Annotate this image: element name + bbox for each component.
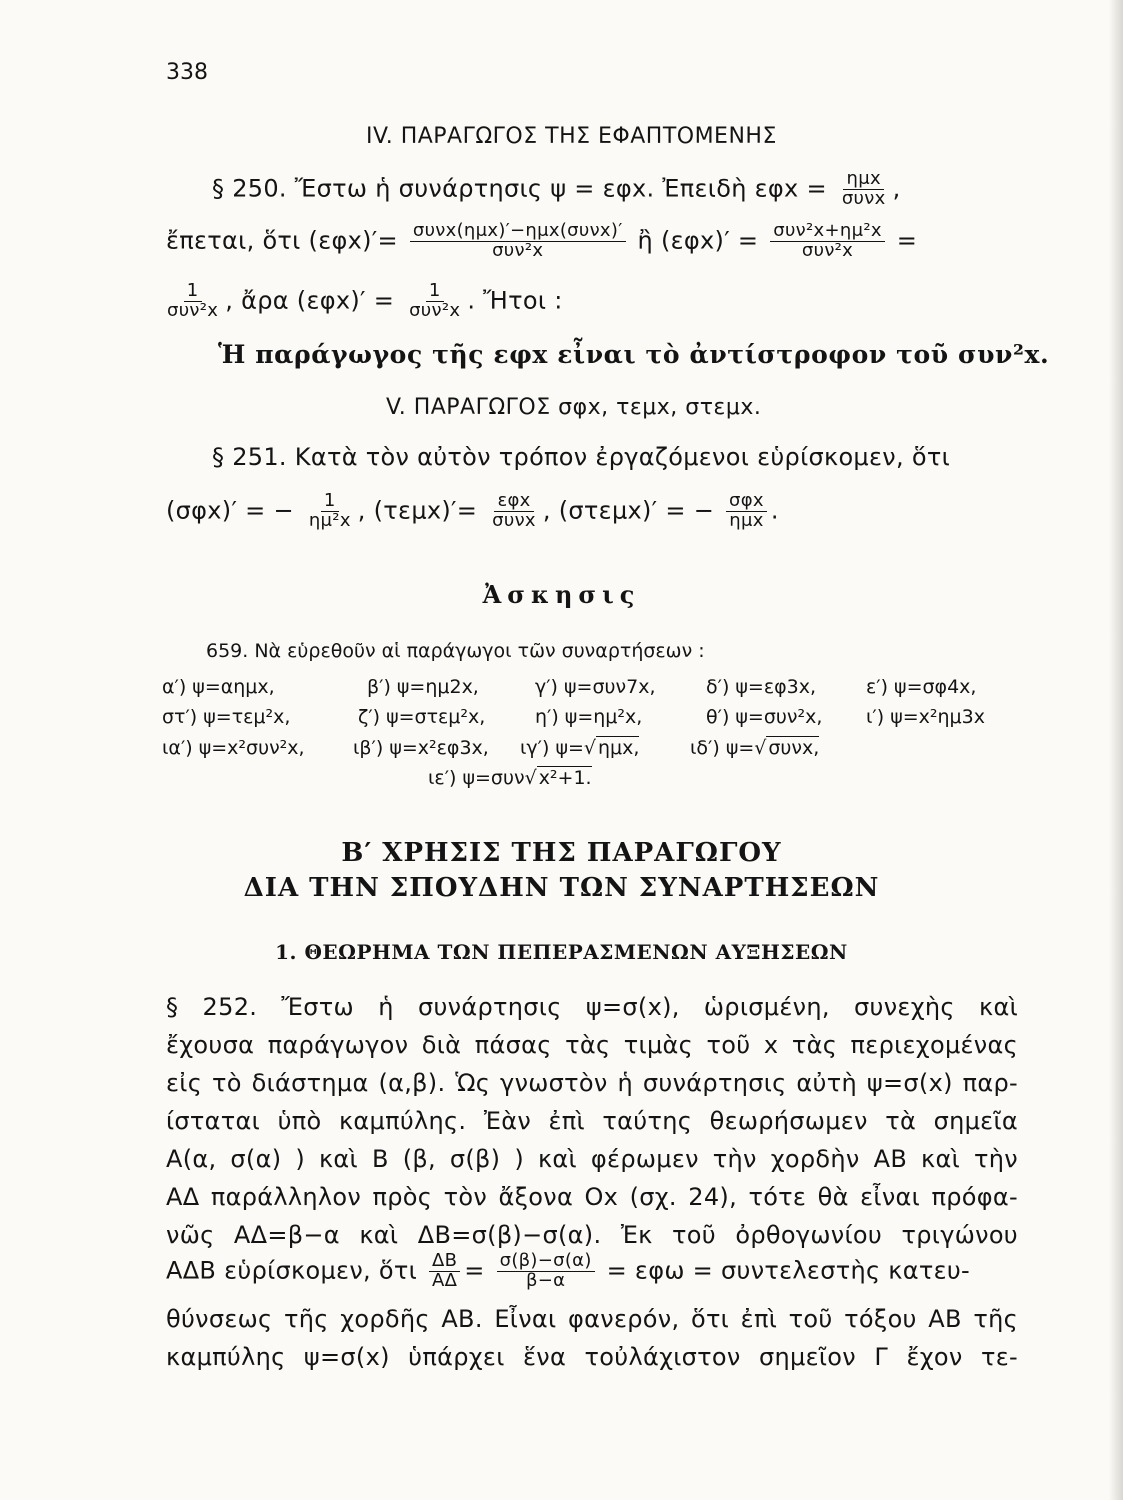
section-iv-title: IV. ΠΑΡΑΓΩΓΟΣ ΤΗΣ ΕΦΑΠΤΟΜΕΝΗΣ xyxy=(366,124,777,149)
sqrt-icon: √ xyxy=(524,767,537,789)
exercise-row4 xyxy=(428,767,592,789)
exercise-row3-d xyxy=(690,737,819,759)
p252-eq-pre: ΑΔΒ εὑρίσκομεν, ὅτι xyxy=(166,1256,418,1285)
fraction-one-over-cos2 xyxy=(164,282,221,321)
p252-eq-post: = εφω = συντελεστὴς κατευ- xyxy=(606,1256,971,1285)
frac-den: β−α xyxy=(525,1269,566,1291)
frac-num: σ(β)−σ(α) xyxy=(497,1252,595,1272)
frac-den: συν²x xyxy=(409,299,461,321)
fraction-csc xyxy=(726,492,767,531)
exercise-row2-e: ι′) ψ=x²ημ3x xyxy=(866,706,985,728)
p252-line2: ἔχουσα παράγωγον διὰ πάσας τὰς τιμὰς τοῦ x τὰς περιεχομένας xyxy=(166,1031,1018,1059)
exercise-659-title: 659. Νὰ εὑρεθοῦν αἱ παράγωγοι τῶν συναρτήσεων : xyxy=(206,640,705,662)
p250-line3-end: . Ἤτοι : xyxy=(467,286,563,315)
scan-edge-shadow xyxy=(1109,0,1123,1500)
exercise-row3-d-pre: ιδ′) ψ= xyxy=(690,737,755,759)
p252-line3: εἰς τὸ διάστημα (α,β). Ὡς γνωστὸν ἡ συνάρτησις αὐτὴ ψ=σ(x) παρ- xyxy=(166,1069,1018,1097)
fraction-difference-quotient xyxy=(497,1252,595,1291)
p252-equation-line xyxy=(166,1252,970,1291)
part-b-title-line2: ΔΙΑ ΤΗΝ ΣΠΟΥΔΗΝ ΤΩΝ ΣΥΝΑΡΤΗΣΕΩΝ xyxy=(243,873,880,903)
frac-num: 1 xyxy=(321,492,339,512)
exercise-row2-a: στ′) ψ=τεμ²x, xyxy=(162,706,291,728)
p252-line4: ίσταται ὑπὸ καμπύλης. Ἐὰν ἐπὶ ταύτης θεωρήσωμεν τὰ σημεῖα xyxy=(166,1107,1018,1135)
frac-num: συν²x+ημ²x xyxy=(770,222,885,242)
p252-line8: θύνσεως τῆς χορδῆς ΑΒ. Εἶναι φανερόν, ὅτι ἐπὶ τοῦ τόξου ΑΒ τῆς xyxy=(166,1305,1018,1333)
exercise-row3-c-pre: ιγ′) ψ= xyxy=(520,737,584,759)
part-b-title-line1: Β′ ΧΡΗΣΙΣ ΤΗΣ ΠΑΡΑΓΩΓΟΥ xyxy=(341,838,782,868)
exercise-row1-c: γ′) ψ=συν7x, xyxy=(535,676,656,698)
sqrt-icon: √ xyxy=(754,737,767,759)
frac-den: συν²x xyxy=(167,299,219,321)
csc-derivative-lhs: , (στεμx)′ = − xyxy=(542,496,715,525)
p252-line5: Α(α, σ(α) ) καὶ Β (β, σ(β) ) καὶ φέρωμεν τὴν χορδὴν ΑΒ καὶ τὴν xyxy=(166,1145,1018,1173)
p252-line7: νῶς ΑΔ=β−α καὶ ΔΒ=σ(β)−σ(α). Ἐκ τοῦ ὀρθογωνίου τριγώνου xyxy=(166,1221,1018,1249)
frac-num: σφx xyxy=(726,492,767,512)
fraction-db-over-ad xyxy=(429,1252,460,1291)
theorem-statement: Ἡ παράγωγος τῆς εφx εἶναι τὸ ἀντίστροφον τοῦ συν²x. xyxy=(218,340,1050,369)
exercise-row1-b: β′) ψ=ημ2x, xyxy=(367,676,479,698)
p252-line9: καμπύλης ψ=σ(x) ὑπάρχει ἕνα τοὐλάχιστον σημεῖον Γ ἔχον τε- xyxy=(166,1343,1018,1371)
p251-formulas xyxy=(166,492,779,531)
exercise-row3-c xyxy=(520,737,639,759)
radicand: x²+1. xyxy=(538,767,592,789)
page-number: 338 xyxy=(166,60,208,85)
exercise-row2-b: ζ′) ψ=στεμ²x, xyxy=(358,706,486,728)
p250-line2-mid: ἢ (εφx)′ = xyxy=(637,226,759,255)
p250-line2-start: ἔπεται, ὅτι (εφx)′= xyxy=(166,226,398,255)
fraction-pythag xyxy=(770,222,885,261)
fraction-result xyxy=(406,282,463,321)
exercise-row1-e: ε′) ψ=σφ4x, xyxy=(866,676,977,698)
fraction-cot xyxy=(306,492,354,531)
frac-num: συνx(ημx)′−ημx(συνx)′ xyxy=(410,222,626,242)
frac-den: συν²x xyxy=(801,239,854,261)
frac-den: ΑΔ xyxy=(432,1269,458,1291)
exercise-row3-b: ιβ′) ψ=x²εφ3x, xyxy=(353,737,489,759)
p250-line1: § 250. Ἔστω ἡ συνάρτησις ψ = εφx. Ἐπειδὴ εφx = $\frac{\text{ημx}}{\text{συνx}}$ , xyxy=(212,168,901,209)
part-b-subtitle: 1. ΘΕΩΡΗΜΑ ΤΩΝ ΠΕΠΕΡΑΣΜΕΝΩΝ ΑΥΞΗΣΕΩΝ xyxy=(275,940,848,964)
exercises-title: Ἀσκησις xyxy=(482,580,641,609)
sec-derivative-lhs: , (τεμx)′= xyxy=(357,496,478,525)
frac-den: ημx xyxy=(729,509,764,531)
p250-line3 xyxy=(160,282,563,321)
p252-line1: § 252. Ἔστω ἡ συνάρτησις ψ=σ(x), ὡρισμένη, συνεχὴς καὶ xyxy=(166,993,1018,1021)
exercise-row4-pre: ιε′) ψ=συν xyxy=(428,767,525,789)
frac-den: συνx xyxy=(841,187,886,209)
p251-line1: § 251. Κατὰ τὸν αὐτὸν τρόπον ἐργαζόμενοι εὑρίσκομεν, ὅτι xyxy=(212,443,950,471)
frac-num: 1 xyxy=(184,282,202,302)
frac-num: 1 xyxy=(426,282,444,302)
radicand: ημx, xyxy=(598,737,640,759)
exercise-row1-d: δ′) ψ=εφ3x, xyxy=(706,676,817,698)
p250-line2 xyxy=(166,222,917,261)
exercise-row3-a: ια′) ψ=x²συν²x, xyxy=(162,737,305,759)
exercise-row2-d: θ′) ψ=συν²x, xyxy=(706,706,823,728)
equals: = xyxy=(464,1256,485,1285)
exercise-row2-c: η′) ψ=ημ²x, xyxy=(535,706,643,728)
p250-text: § 250. Ἔστω ἡ συνάρτησις ψ = εφx. Ἐπειδὴ εφx = xyxy=(212,174,827,203)
frac-den: ημ²x xyxy=(308,509,351,531)
exercise-row1-a: α′) ψ=αημx, xyxy=(162,676,275,698)
frac-num: ΔΒ xyxy=(429,1252,460,1272)
p250-line2-end: = xyxy=(896,226,918,255)
sqrt-icon: √ xyxy=(583,737,597,759)
radicand: συνx, xyxy=(768,737,820,759)
p252-line6: ΑΔ παράλληλον πρὸς τὸν ἄξονα Ox (σχ. 24), τότε θὰ εἶναι πρόφα- xyxy=(166,1183,1018,1211)
fraction-tan xyxy=(839,170,889,209)
cot-derivative-lhs: (σφx)′ = − xyxy=(166,496,294,525)
fraction-sec xyxy=(489,492,539,531)
fraction-quotient-rule xyxy=(410,222,626,261)
frac-num: εφx xyxy=(494,492,533,512)
frac-num: ημx xyxy=(843,170,883,190)
frac-den: συνx xyxy=(492,509,536,531)
period: . xyxy=(770,496,779,525)
p250-line3-mid: , ἄρα (εφx)′ = xyxy=(225,286,395,315)
section-v-title: V. ΠΑΡΑΓΩΓΟΣ σφx, τεμx, στεμx. xyxy=(386,395,762,420)
frac-den: συν²x xyxy=(492,239,544,261)
